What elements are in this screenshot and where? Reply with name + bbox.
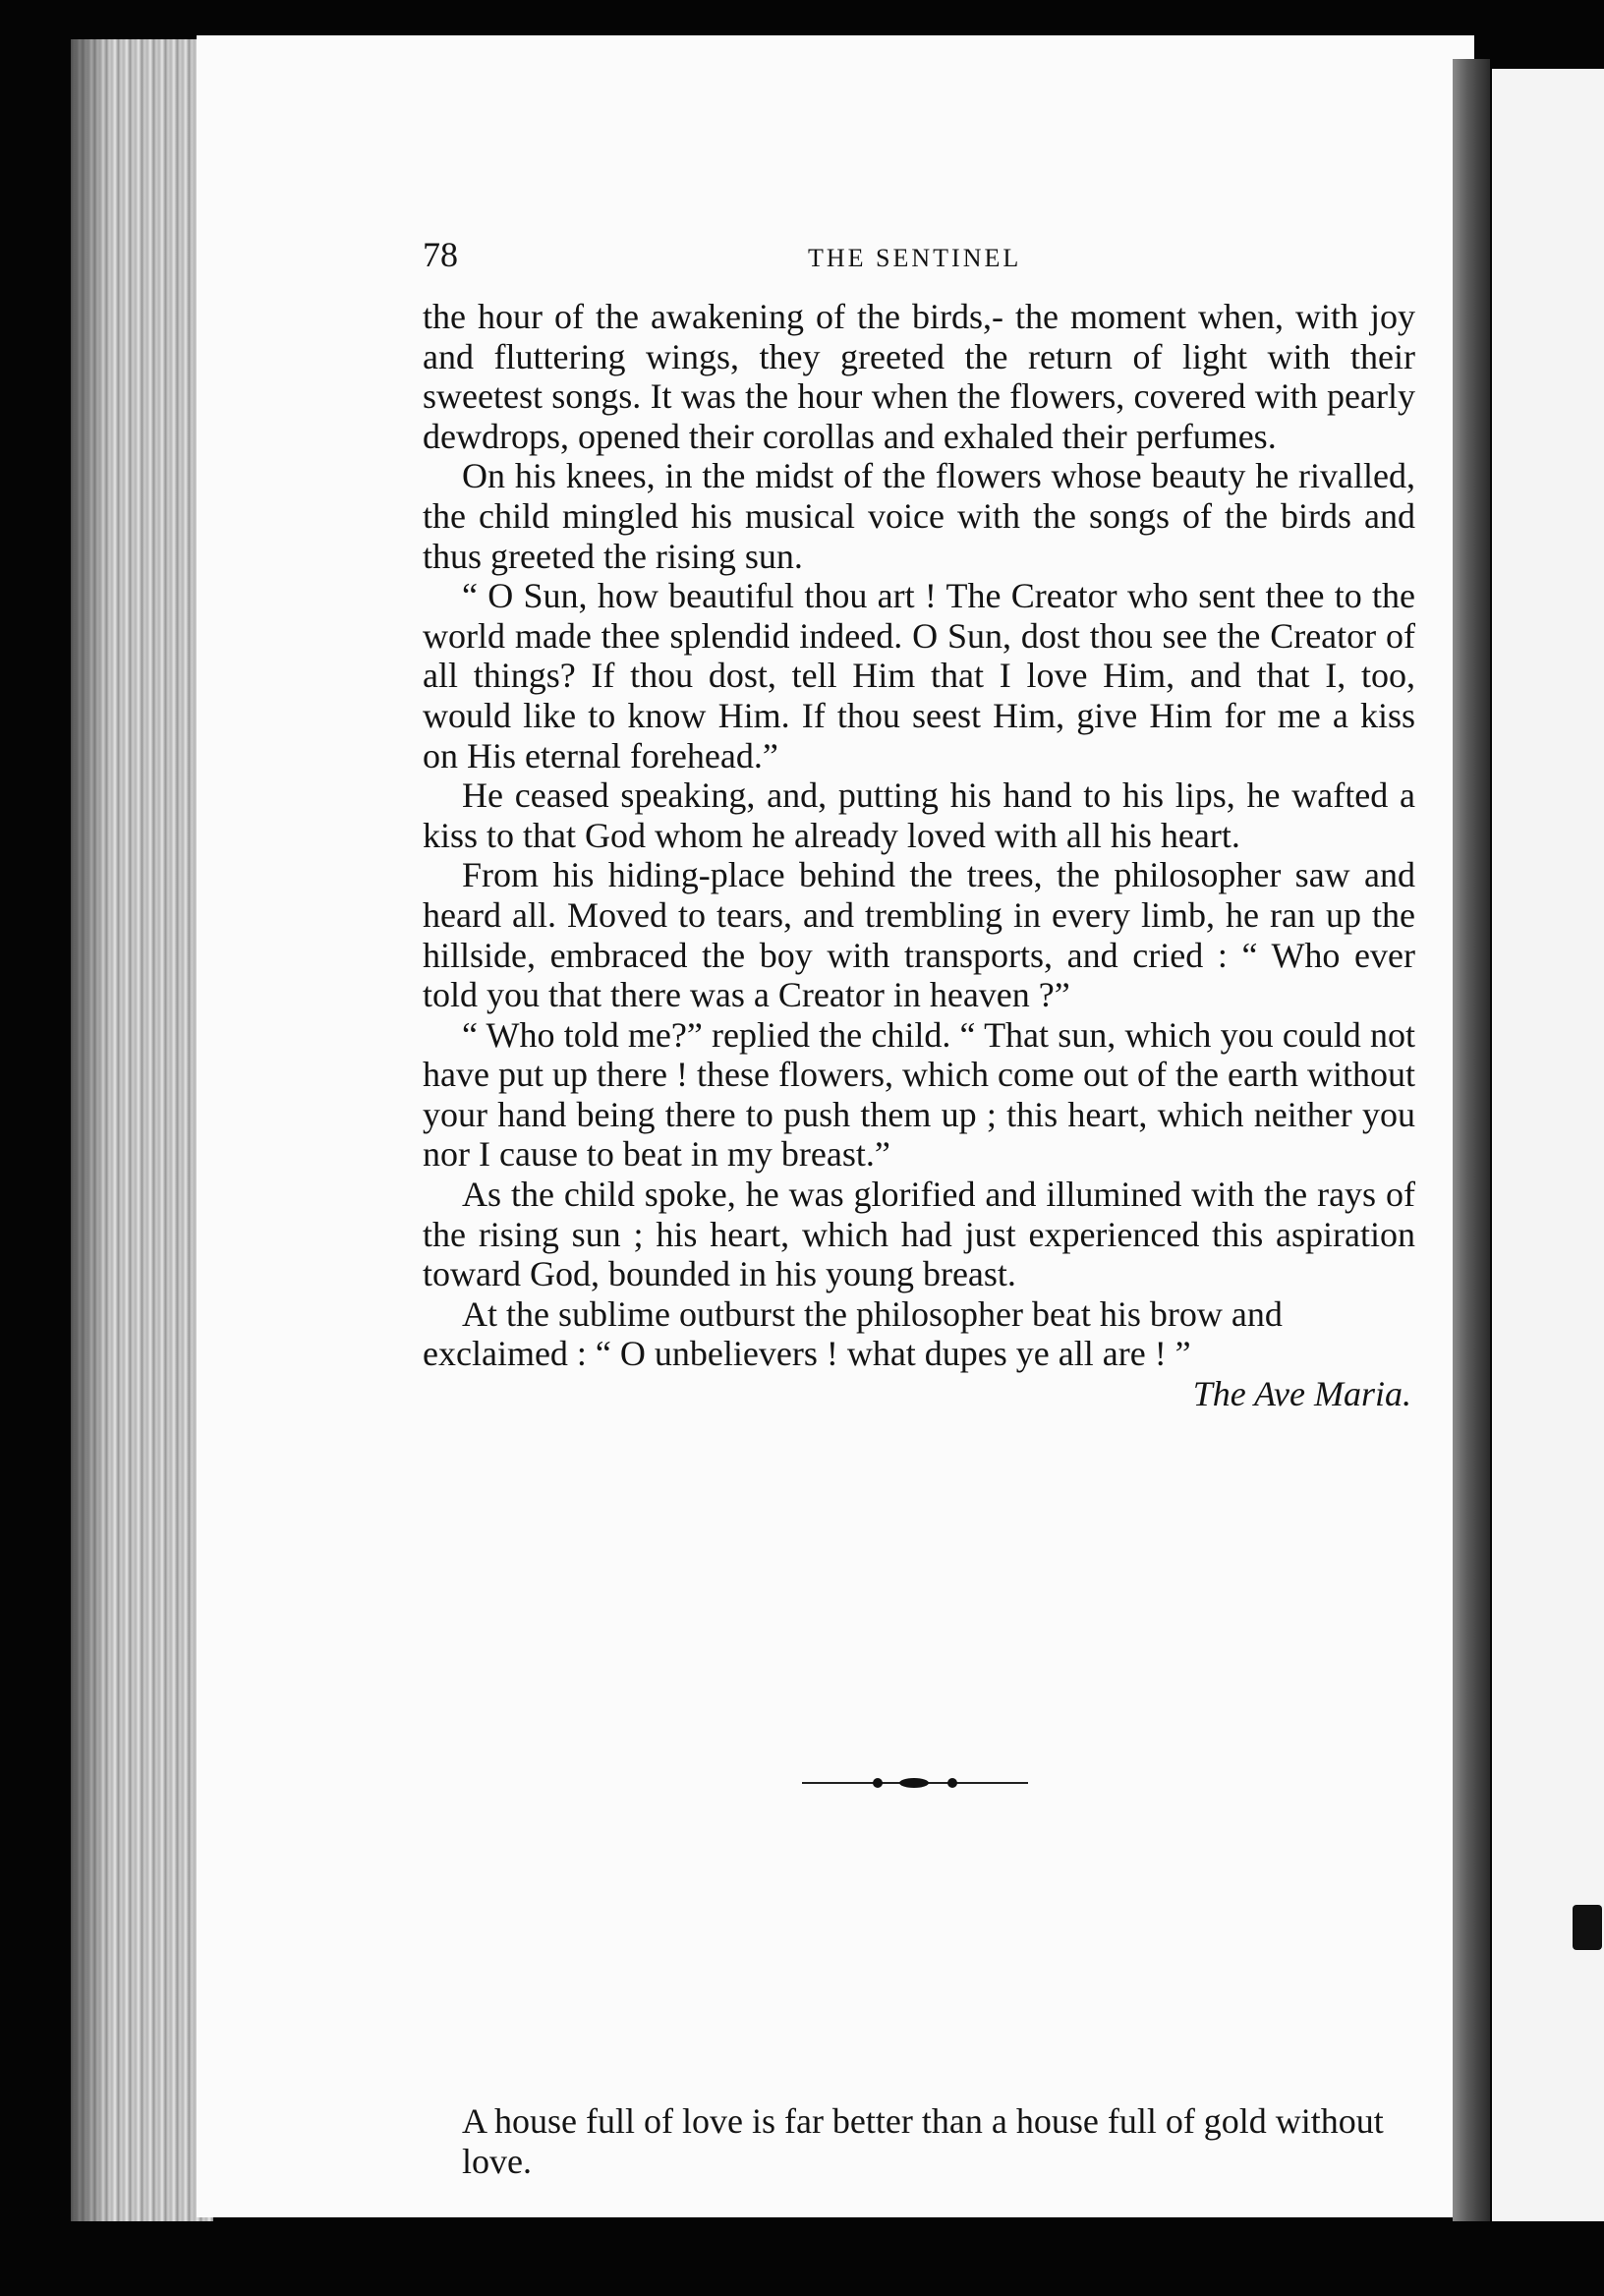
article-body (423, 297, 1415, 1414)
page-header (423, 234, 1405, 279)
running-title: THE SENTINEL (808, 244, 1022, 272)
final-paragraph (423, 1293, 1415, 1414)
paragraph: the hour of the awakening of the birds,- the moment when, with joy and fluttering wings, they greeted the return of light with their sweetest songs. It was the hour when the flowers, covered with pearly dewdrops, opened their corollas and exhaled their perfumes. (423, 297, 1415, 456)
divider-dot-center (899, 1778, 929, 1788)
paragraph: As the child spoke, he was glorified and illumined with the rays of the rising sun ; his heart, which had just experienced this aspiration toward God, bounded in his young breast. (423, 1175, 1415, 1294)
filler-quote (462, 2101, 1415, 2181)
divider-dot (947, 1778, 957, 1788)
section-divider-ornament (802, 1769, 1028, 1797)
paragraph: “ O Sun, how beautiful thou art ! The Creator who sent thee to the world made thee splendid indeed. O Sun, dost thou see the Creator of all things? If thou dost, tell Him that I love Him, and that I, too, would like to know Him. If thou seest Him, give Him for me a kiss on His eternal forehead.” (423, 576, 1415, 775)
divider-dot (873, 1778, 883, 1788)
filler-text: A house full of love is far better than a house full of gold without love. (462, 2101, 1384, 2181)
paragraph: From his hiding-place behind the trees, the philosopher saw and heard all. Moved to tears, and trembling in every limb, he ran up the hillside, embraced the boy with transports, and cried : “ Who ever told you that there was a Creator in heaven ?” (423, 855, 1415, 1015)
source-attribution: The Ave Maria. (1192, 1374, 1411, 1414)
paragraph: He ceased speaking, and, putting his hand to his lips, he wafted a kiss to that God whom he already loved with all his heart. (423, 775, 1415, 855)
page-number: 78 (423, 235, 458, 274)
paragraph: On his knees, in the midst of the flowers whose beauty he rivalled, the child mingled his musical voice with the songs of the birds and thus greeted the rising sun. (423, 456, 1415, 576)
final-paragraph-text: At the sublime outburst the philosopher beat his brow and exclaimed : “ O unbelievers ! what dupes ye all are ! ” (423, 1293, 1283, 1374)
paragraph: “ Who told me?” replied the child. “ That sun, which you could not have put up there ! these flowers, which come out of the earth without your hand being there to push them up ; this heart, which neither you nor I cause to beat in my breast.” (423, 1014, 1415, 1175)
